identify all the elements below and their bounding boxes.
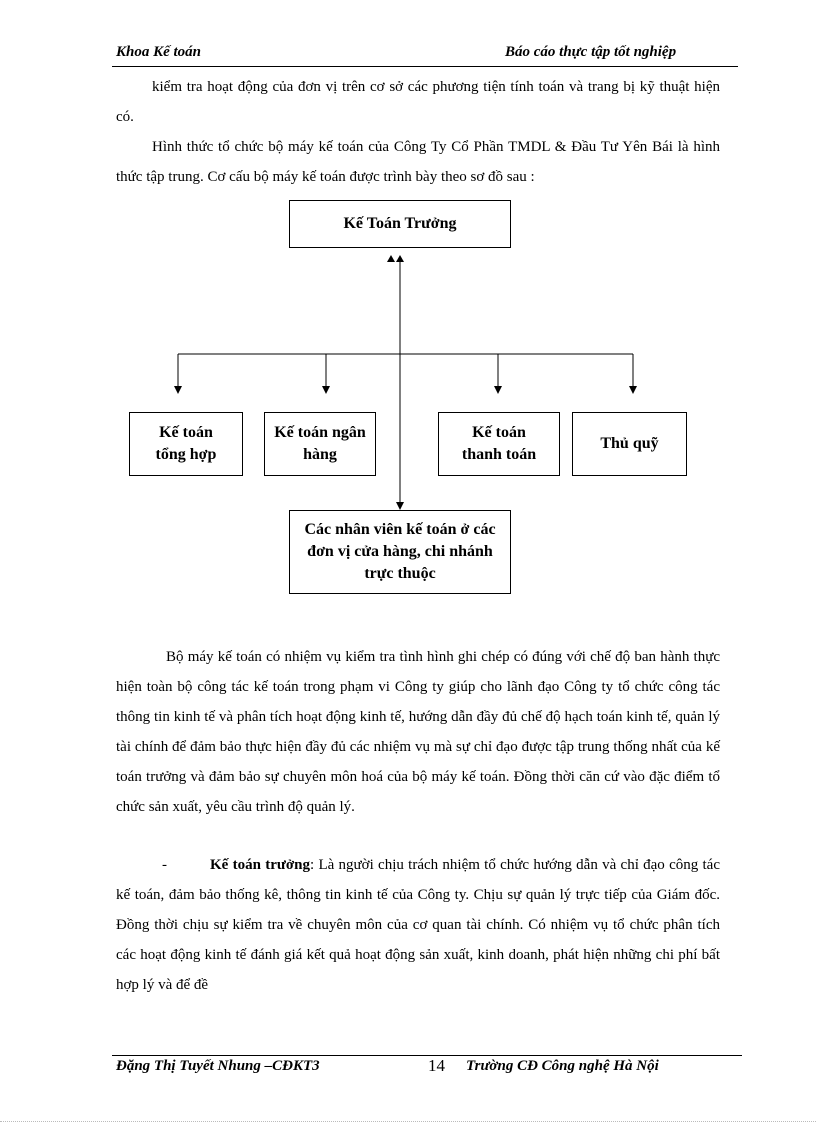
box-thanh-toan-label: Kế toán thanh toán [461,424,537,463]
body-paragraph-duties: Bộ máy kế toán có nhiệm vụ kiểm tra tình hình ghi chép có đúng với chế độ ban hành thực hiện toàn bộ công tác kế toán trong phạm vi Công ty giúp cho lãnh đạo Công ty tổ chức công tác thông tin kinh tế và phân tích hoạt động kinh tế, hướng dẫn đầy đủ chế độ hạch toán kinh tế, quản lý tài chính để đảm bảo thực hiện đầy đủ các nhiệm vụ mà sự chỉ đạo được tập trung thống nhất của kế toán trưởng và đảm bảo sự chuyên môn hoá của bộ máy kế toán. Đồng thời căn cứ vào đặc điểm tổ chức sản xuất, yêu cầu trình độ quản lý. [116,649,720,815]
arrow-thanh-toan [494,386,502,394]
box-thu-quy [572,412,687,476]
box-tong-hop-label: Kế toán tổng hợp [155,424,217,463]
up-arrow-right [396,255,404,262]
header-right: Báo cáo thực tập tốt nghiệp [505,44,677,60]
box-ke-toan-ngan-hang [264,412,376,476]
intro-paragraph-1: kiểm tra hoạt động của đơn vị trên cơ sở các phương tiện tính toán và trang bị kỹ thuật hiện có. [116,79,720,125]
page-bottom-dotted-rule [0,1121,816,1122]
footer-rule [112,1055,742,1056]
box-thu-quy-label: Thủ quỹ [600,435,659,452]
bullet-ke-toan-truong [116,850,720,1000]
box-nhan-vien-label: Các nhân viên kế toán ở các đơn vị cửa hàng, chi nhánh trực thuộc [304,521,496,582]
bullet-dash: - [162,857,167,873]
down-arrow-bottom [396,502,404,510]
bullet-text: : Là người chịu trách nhiệm tổ chức hướng dẫn và chỉ đạo công tác kế toán, đảm bảo thống kê, thông tin kinh tế của Công ty. Chịu sự quản lý trực tiếp của Giám đốc. Đồng thời chịu sự kiểm tra về chuyên môn của cơ quan tài chính. Có nhiệm vụ tổ chức phân tích các hoạt động kinh tế đánh giá kết quả hoạt động sản xuất, kinh doanh, phát hiện những chi phí bất hợp lý và để đề [116,857,720,993]
box-ke-toan-truong-label: Kế Toán Trưởng [343,215,457,232]
box-ke-toan-thanh-toan [438,412,560,476]
header-left: Khoa Kế toán [116,44,202,60]
box-ke-toan-tong-hop [129,412,243,476]
page-number: 14 [428,1056,445,1075]
box-ngan-hang-label: Kế toán ngân hàng [274,424,366,463]
footer-left: Đặng Thị Tuyết Nhung –CĐKT3 [116,1058,320,1074]
arrow-thu-quy [629,386,637,394]
box-nhan-vien-don-vi [289,510,511,594]
bullet-term: Kế toán trưởng [210,857,311,873]
up-arrow-left [387,255,395,262]
intro-paragraph-2: Hình thức tổ chức bộ máy kế toán của Công Ty Cổ Phần TMDL & Đầu Tư Yên Bái là hình thức tập trung. Cơ cấu bộ máy kế toán được trình bày theo sơ đồ sau : [116,139,720,185]
footer-right: Trường CĐ Công nghệ Hà Nội [466,1058,659,1074]
arrow-tong-hop [174,386,182,394]
box-ke-toan-truong [289,200,511,248]
arrow-ngan-hang [322,386,330,394]
